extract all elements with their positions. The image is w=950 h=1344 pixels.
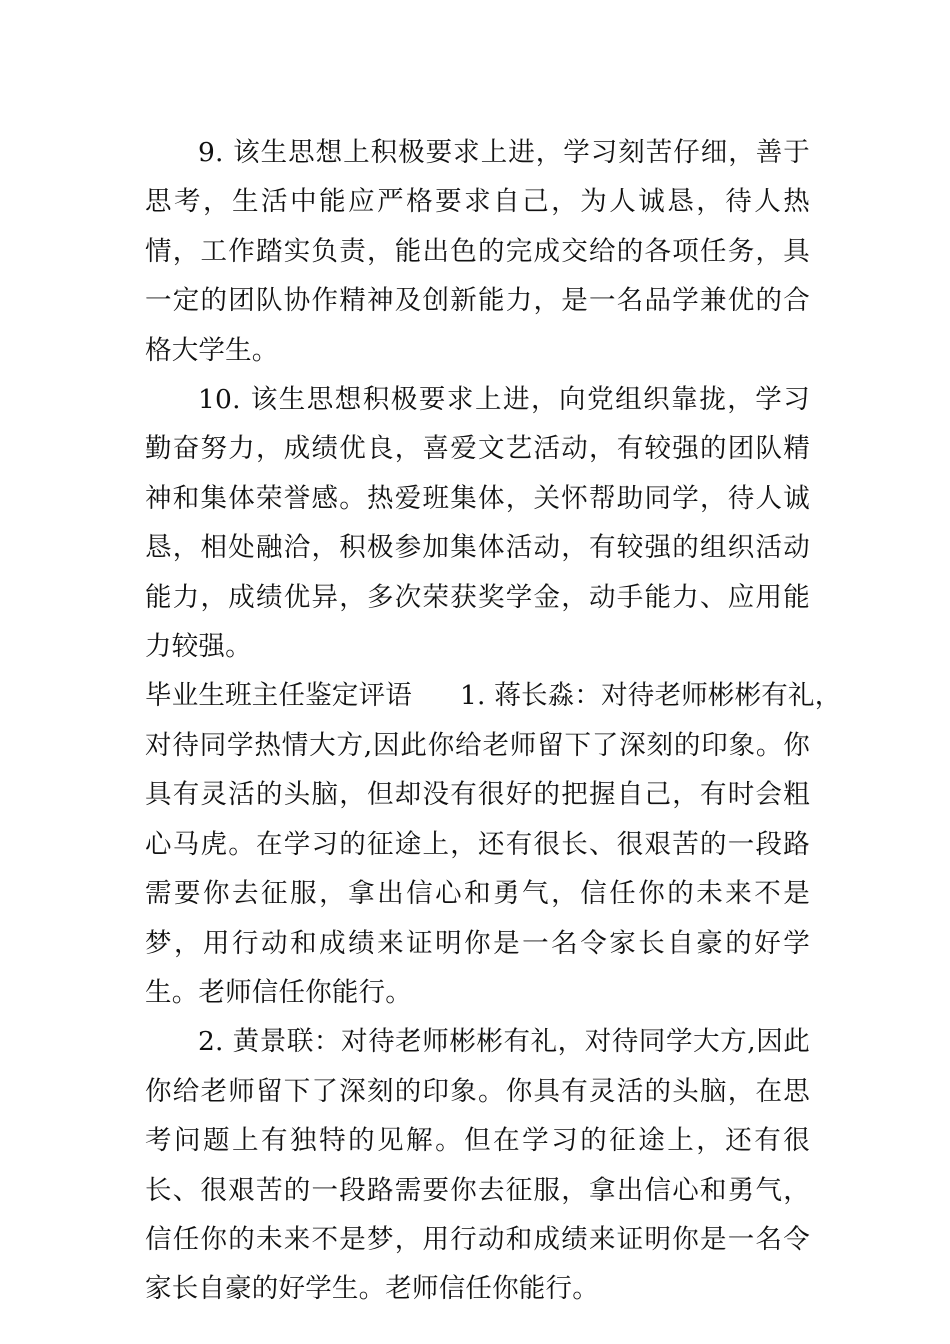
document-body [145, 128, 842, 1314]
paragraph-item-10: 10. 该生思想积极要求上进，向党组织靠拢，学习勤奋努力，成绩优良，喜爱文艺活动，有较强的团队精神和集体荣誉感。热爱班集体，关怀帮助同学，待人诚恳，相处融洽，积极参加集体活动，有较强的组织活动能力，成绩优异，多次荣获奖学金，动手能力、应用能力较强。 [145, 384, 810, 663]
paragraph-item-9: 9. 该生思想上积极要求上进，学习刻苦仔细，善于思考，生活中能应严格要求自己，为人诚恳，待人热情，工作踏实负责，能出色的完成交给的各项任务，具一定的团队协作精神及创新能力，是一名品学兼优的合格大学生。 [145, 137, 810, 366]
section-heading-line [145, 671, 842, 720]
section-title: 毕业生班主任鉴定评语 [145, 680, 412, 712]
comment-2: 2. 黄景联：对待老师彬彬有礼，对待同学大方,因此你给老师留下了深刻的印象。你具有灵活的头脑，在思考问题上有独特的见解。但在学习的征途上，还有很长、很艰苦的一段路需要你去征服，拿出信心和勇气，信任你的未来不是梦，用行动和成绩来证明你是一名令家长自豪的好学生。老师信任你能行。 [145, 1026, 810, 1305]
comment-1-start: 1. 蒋长淼：对待老师彬彬有礼， [460, 680, 842, 712]
comment-1-body: 对待同学热情大方,因此你给老师留下了深刻的印象。你具有灵活的头脑，但却没有很好的把握自己，有时会粗心马虎。在学习的征途上，还有很长、很艰苦的一段路需要你去征服，拿出信心和勇气，信任你的未来不是梦，用行动和成绩来证明你是一名令家长自豪的好学生。老师信任你能行。 [145, 729, 810, 1008]
